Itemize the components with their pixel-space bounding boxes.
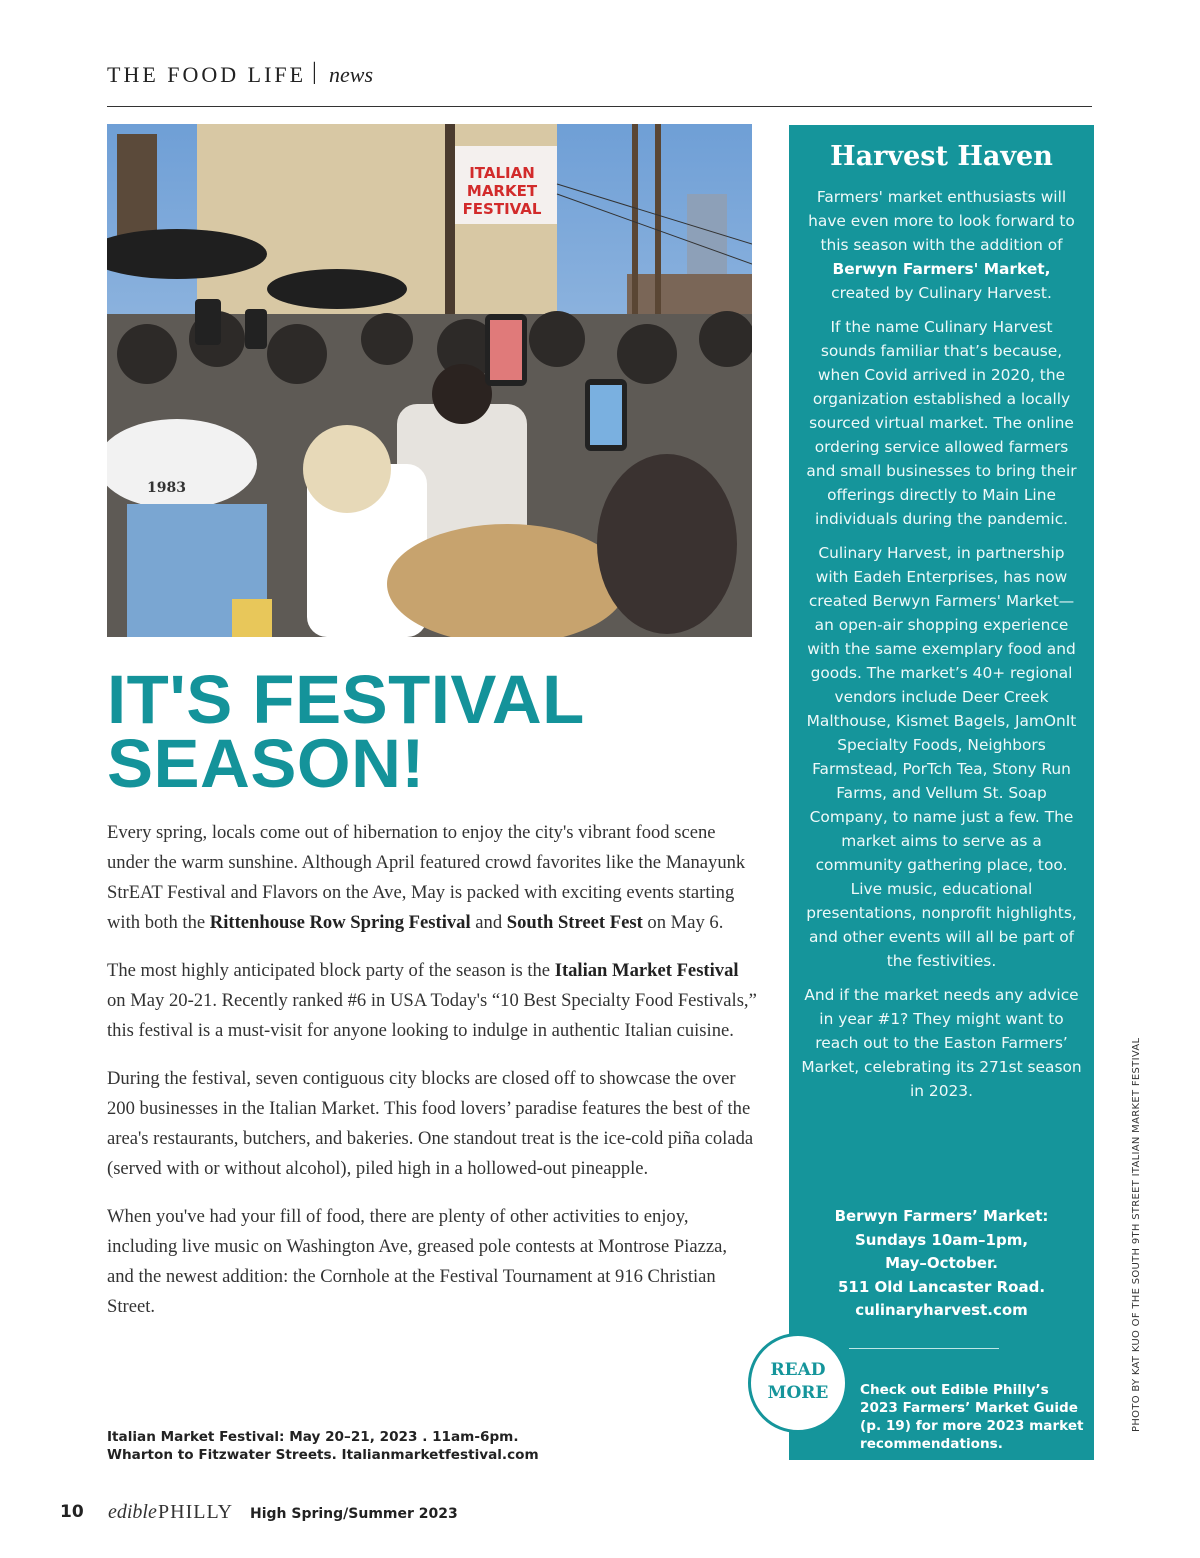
- badge-line-2: MORE: [767, 1383, 829, 1403]
- article-headline: [107, 661, 757, 802]
- header-separator: |: [312, 59, 317, 85]
- banner-text: ITALIAN: [469, 164, 535, 182]
- p1-bold-south-street: South Street Fest: [506, 912, 643, 933]
- section-header: [107, 58, 1092, 107]
- s1-end: created by Culinary Harvest.: [831, 284, 1052, 302]
- promo-text: Check out Edible Philly’s 2023 Farmers’ Market Guide (p. 19) for more 2023 market recommendations.: [860, 1382, 1084, 1452]
- market-info-season: May–October.: [885, 1254, 998, 1272]
- page-number: 10: [60, 1502, 84, 1522]
- market-info-address: 511 Old Lancaster Road.: [837, 1277, 1046, 1296]
- brand-edible: edible: [108, 1501, 157, 1523]
- s1-bold: Berwyn Farmers' Market,: [832, 260, 1051, 278]
- p2-end: on May 20-21. Recently ranked #6 in USA Today's “10 Best Specialty Food Festivals,” this festival is a must-visit for anyone looking to indulge in authentic Italian cuisine.: [107, 990, 757, 1041]
- paragraph-2: [107, 956, 757, 1046]
- paragraph-4: When you've had your fill of food, there are plenty of other activities to enjoy, including live music on Washington Ave, greased pole contests at Montrose Piazza, and the newest addition: the Cornhole at the Festival Tournament at 916 Christian Street.: [107, 1206, 728, 1317]
- sidebar-paragraph-2: If the name Culinary Harvest sounds familiar that’s because, when Covid arrived in 2020, the organization established a locally sourced virtual market. The online ordering service allowed farmers and small businesses to bring their offerings directly to Main Line individuals during the pandemic.: [806, 318, 1077, 528]
- badge-line-1: READ: [770, 1360, 826, 1380]
- section-subtitle: news: [329, 62, 373, 87]
- s1-text: Farmers' market enthusiasts will have even more to look forward to this season with the addition of: [808, 188, 1075, 254]
- p1-bold-rittenhouse: Rittenhouse Row Spring Festival: [209, 912, 471, 933]
- sidebar-paragraph-1: [801, 185, 1082, 305]
- sidebar-text: [801, 185, 1082, 1113]
- p1-end: on May 6.: [642, 912, 724, 933]
- market-info: [789, 1205, 1094, 1323]
- sidebar-paragraph-3: Culinary Harvest, in partnership with Eadeh Enterprises, has now created Berwyn Farmers' Market—an open-air shopping experience with the same exemplary food and goods. The market’s 40+ regional vendors include Deer Creek Malthouse, Kismet Bagels, JamOnIt Specialty Foods, Neighbors Farmstead, PorTch Tea, Stony Run Farms, and Vellum St. Soap Company, to name just a few. The market aims to serve as a community gathering place, too. Live music, educational presentations, nonprofit highlights, and other events will all be part of the festivities.: [806, 544, 1077, 970]
- market-info-website[interactable]: culinaryharvest.com: [855, 1301, 1028, 1319]
- headline-line-1: IT'S FESTIVAL: [107, 661, 585, 738]
- sidebar-paragraph-4: And if the market needs any advice in year #1? They might want to reach out to the Easton Farmers’ Market, celebrating its 271st season in 2023.: [801, 986, 1082, 1100]
- article-body: [107, 818, 757, 1340]
- p1-and: and: [470, 912, 507, 933]
- market-info-name: Berwyn Farmers’ Market:: [834, 1207, 1049, 1225]
- event-caption: [107, 1428, 757, 1464]
- svg-text:FESTIVAL: FESTIVAL: [462, 200, 542, 218]
- section-name: THE FOOD LIFE: [107, 62, 307, 87]
- festival-photo: [107, 124, 752, 637]
- issue-name: High Spring/Summer 2023: [250, 1506, 458, 1522]
- sidebar-divider: [849, 1348, 999, 1349]
- photo-credit: PHOTO BY KAT KUO OF THE SOUTH 9TH STREET ITALIAN MARKET FESTIVAL: [1131, 1037, 1142, 1432]
- read-more-badge: [748, 1333, 848, 1433]
- sidebar-title: Harvest Haven: [830, 141, 1053, 172]
- caption-line-2: Wharton to Fitzwater Streets. Italianmarketfestival.com: [107, 1447, 539, 1463]
- sidebar-harvest-haven: [789, 125, 1094, 1460]
- p2-bold-italian-market: Italian Market Festival: [554, 960, 739, 981]
- paragraph-1: [107, 818, 757, 938]
- p1-text: Every spring, locals come out of hibernation to enjoy the city's vibrant food scene under the warm sunshine. Although April featured crowd favorites like the Manayunk StrEAT Festival and Flavors on the Ave, May is packed with exciting events starting with both the: [107, 822, 746, 933]
- market-info-hours: Sundays 10am–1pm,: [854, 1230, 1029, 1249]
- cap-text: 1983: [147, 480, 186, 496]
- p2-text: The most highly anticipated block party of the season is the: [107, 960, 555, 981]
- svg-text:MARKET: MARKET: [466, 182, 538, 200]
- headline-line-2: SEASON!: [107, 725, 425, 802]
- brand-philly: PHILLY: [158, 1501, 234, 1523]
- caption-line-1: Italian Market Festival: May 20–21, 2023 . 11am-6pm.: [107, 1429, 519, 1445]
- paragraph-3: During the festival, seven contiguous city blocks are closed off to showcase the over 200 businesses in the Italian Market. This food lovers’ paradise features the best of the area's restaurants, butchers, and bakeries. One standout treat is the ice-cold piña colada (served with or without alcohol), piled high in a hollowed-out pineapple.: [107, 1068, 754, 1179]
